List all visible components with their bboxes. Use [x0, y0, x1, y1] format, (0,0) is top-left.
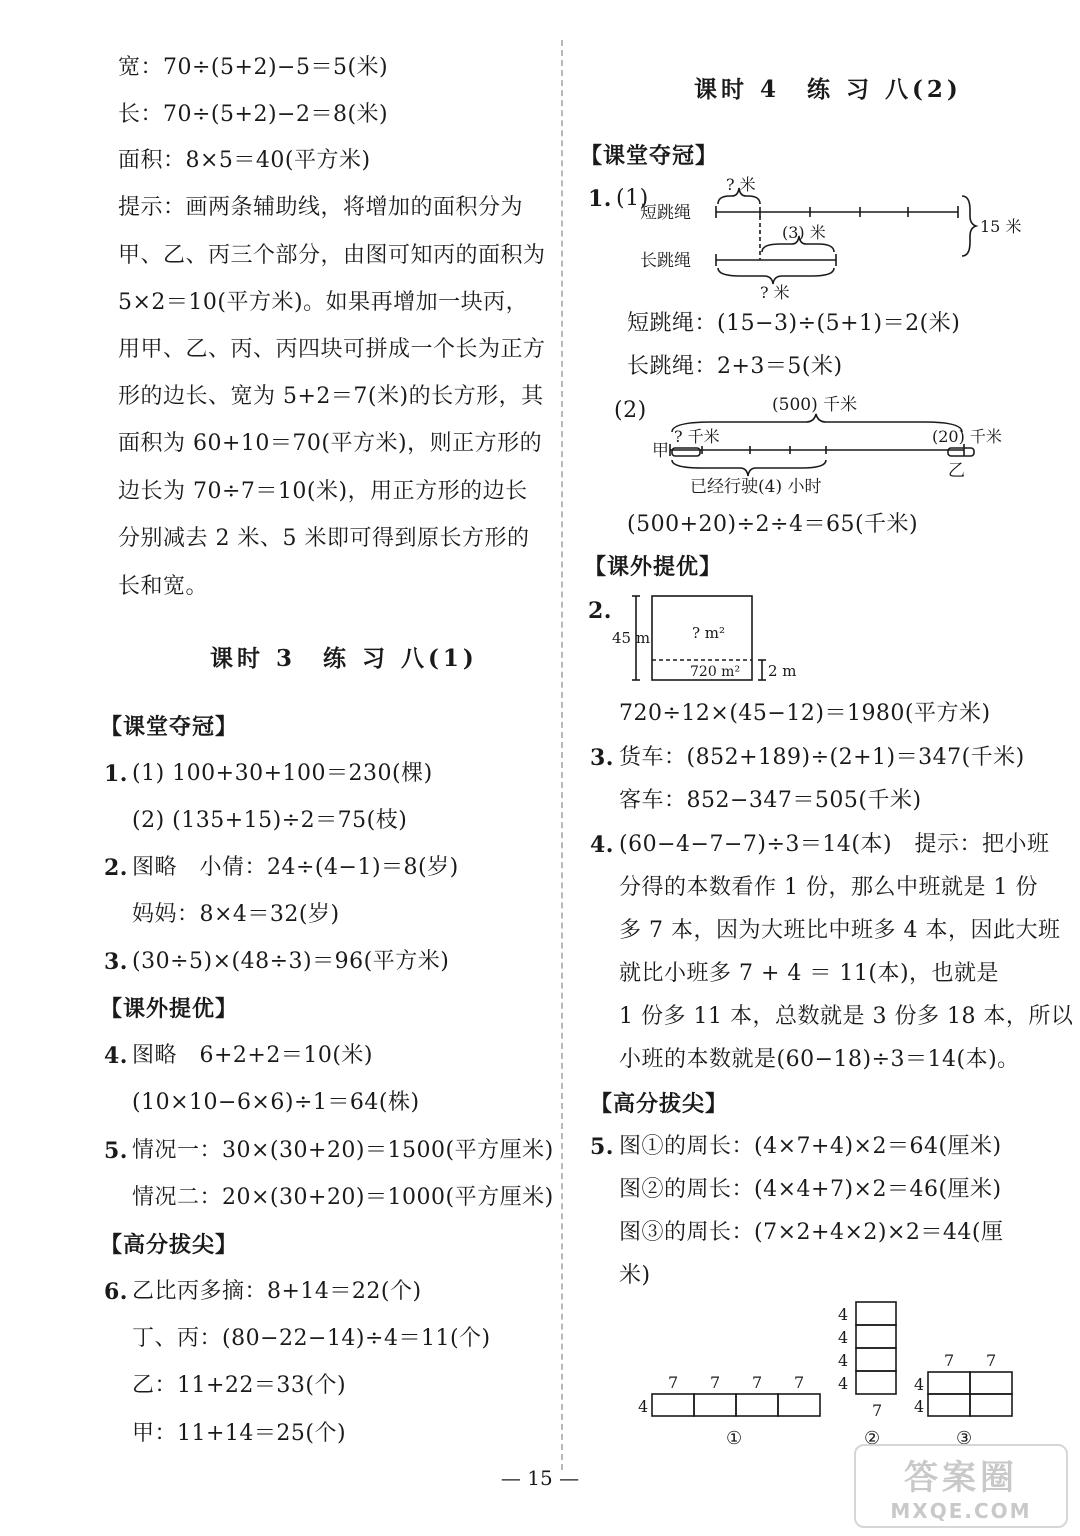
answer-line: (60−4−7−7)÷3＝14(本) 提示：把小班 [619, 832, 1050, 857]
watermark-domain: MXQE.COM [890, 1499, 1032, 1523]
total-label: 15 米 [980, 217, 1022, 236]
fig3-top-label: 7 [944, 1351, 955, 1370]
fig1-top-label: 7 [710, 1373, 721, 1392]
height-label: 45 m [612, 629, 651, 647]
section-heading: 【高分拔尖】 [590, 1091, 729, 1117]
question-number: 3. [104, 949, 128, 975]
answer-line: 720÷12×(45−12)＝1980(平方米) [619, 701, 991, 726]
page-number: — 15 — [500, 1466, 580, 1490]
fig1-top-label: 7 [794, 1373, 805, 1392]
strip-width-label: 2 m [768, 662, 797, 680]
fig1-cell [778, 1394, 820, 1416]
question-number: 1. [104, 761, 128, 787]
known-area-label: 720 m² [690, 664, 741, 680]
answer-line: 图③的周长：(7×2+4×2)×2＝44(厘 [619, 1220, 1004, 1245]
fig1-top-label: 7 [668, 1373, 679, 1392]
fig3-top-label: 7 [986, 1351, 997, 1370]
section-heading: 【课堂夺冠】 [100, 714, 239, 740]
fig2-bottom-label: 7 [872, 1401, 883, 1420]
brace-driven [672, 460, 826, 476]
text-line: 面积为 60+10＝70(平方米)，则正方形的 [118, 431, 543, 456]
text-line: 长：70÷(5+2)−2＝8(米) [118, 102, 389, 127]
area-diagram [612, 592, 812, 688]
fig1-caption: ① [726, 1428, 743, 1449]
answer-line: 乙比丙多摘：8+14＝22(个) [132, 1279, 422, 1304]
answer-line: 情况二：20×(30+20)＝1000(平方厘米) [132, 1185, 554, 1210]
lesson-title: 课时 4 练 习 八(2) [694, 76, 962, 103]
fig1-cell [736, 1394, 778, 1416]
text-line: 边长为 70÷7＝10(米)，用正方形的边长 [118, 479, 528, 504]
question-number: 4. [104, 1043, 128, 1069]
fig3-side-label: 4 [914, 1375, 925, 1394]
answer-line: 图②的周长：(4×4+7)×2＝46(厘米) [619, 1177, 1002, 1202]
section-heading: 【课堂夺冠】 [580, 143, 719, 169]
driven-label: 已经行驶(4) 小时 [690, 477, 822, 497]
unknown-top-label: ? 米 [726, 175, 756, 194]
text-line: 分别减去 2 米、5 米即可得到原长方形的 [118, 526, 530, 551]
answer-line: 甲：11+14＝25(个) [132, 1421, 347, 1446]
fig2-side-label: 4 [838, 1305, 849, 1324]
distance-diagram [652, 392, 1032, 502]
text-line: 形的边长、宽为 5+2＝7(米)的长方形，其 [118, 384, 544, 409]
answer-line: 就比小班多 7 + 4 ＝ 11(本)，也就是 [619, 961, 1000, 986]
answer-line: 客车：852−347＝505(千米) [619, 788, 922, 813]
answer-line: 乙：11+22＝33(个) [132, 1373, 347, 1398]
unknown-bottom-label: ? 米 [760, 283, 790, 302]
fig2-side-label: 4 [838, 1328, 849, 1347]
question-number: 4. [590, 832, 614, 858]
extra-distance-label: (20) 千米 [932, 427, 1002, 446]
fig2-cell [856, 1371, 896, 1394]
answer-line: (1) 100+30+100＝230(棵) [132, 761, 433, 786]
question-number: 5. [104, 1138, 128, 1164]
answer-line: (500+20)÷2÷4＝65(千米) [627, 512, 919, 537]
answer-line: 长跳绳：2+3＝5(米) [627, 354, 843, 379]
text-line: 面积：8×5＝40(平方米) [118, 148, 371, 173]
section-heading: 【课外提优】 [584, 554, 723, 580]
column-divider [561, 40, 563, 1470]
lesson-title: 课时 3 练 习 八(1) [210, 645, 478, 672]
fig3-caption: ③ [956, 1428, 973, 1449]
short-rope-label: 短跳绳 [640, 203, 691, 223]
difference-label: (3) 米 [782, 223, 826, 242]
answer-line: (2) (135+15)÷2＝75(枝) [132, 808, 408, 833]
answer-line: 短跳绳：(15−3)÷(5+1)＝2(米) [627, 311, 961, 336]
text-line: 提示：画两条辅助线，将增加的面积分为 [118, 195, 524, 220]
unknown-area-label: ? m² [692, 624, 726, 642]
fig2-side-label: 4 [838, 1374, 849, 1393]
text-line: 宽：70÷(5+2)−5＝5(米) [118, 55, 389, 80]
fig3-cell [970, 1372, 1012, 1394]
unknown-distance-label: ? 千米 [674, 427, 720, 446]
answer-line: 图略 6+2+2＝10(米) [132, 1043, 374, 1068]
answer-line: 米) [619, 1263, 651, 1288]
answer-line: 1 份多 11 本，总数就是 3 份多 18 本，所以 [619, 1004, 1074, 1029]
end-point-label: 乙 [948, 461, 965, 481]
answer-line: 妈妈：8×4＝32(岁) [132, 902, 340, 927]
perimeter-figures [632, 1298, 1052, 1460]
fig3-cell [970, 1394, 1012, 1416]
text-line: 用甲、乙、丙、丙四块可拼成一个长为正方 [118, 337, 546, 362]
fig2-cell [856, 1325, 896, 1348]
watermark-text: 答案圈 [904, 1458, 1018, 1498]
start-point-label: 甲 [652, 441, 669, 461]
section-heading: 【高分拔尖】 [100, 1232, 239, 1258]
fig1-top-label: 7 [752, 1373, 763, 1392]
answer-line: (10×10−6×6)÷1＝64(株) [132, 1090, 420, 1115]
part-label: (2) [614, 398, 647, 423]
question-number: 2. [104, 855, 128, 881]
answer-line: 情况一：30×(30+20)＝1500(平方厘米) [132, 1138, 554, 1163]
watermark-logo [854, 1444, 1068, 1528]
total-distance-label: (500) 千米 [772, 395, 858, 415]
question-number: 5. [590, 1134, 614, 1160]
fig2-cell [856, 1348, 896, 1371]
fig2-caption: ② [864, 1428, 881, 1449]
answer-line: (30÷5)×(48÷3)＝96(平方米) [132, 949, 450, 974]
part-label: (1) [616, 186, 649, 211]
answer-line: 图①的周长：(4×7+4)×2＝64(厘米) [619, 1134, 1002, 1159]
long-rope-label: 长跳绳 [640, 251, 691, 271]
question-number: 6. [104, 1279, 128, 1305]
question-number: 3. [590, 745, 614, 771]
fig1-cell [694, 1394, 736, 1416]
fig3-cell [928, 1372, 970, 1394]
brace-bottom [718, 268, 834, 284]
fig3-side-label: 4 [914, 1397, 925, 1416]
fig3-cell [928, 1394, 970, 1416]
answer-line: 多 7 本，因为大班比中班多 4 本，因此大班 [619, 918, 1061, 943]
text-line: 甲、乙、丙三个部分，由图可知丙的面积为 [118, 243, 546, 268]
answer-line: 分得的本数看作 1 份，那么中班就是 1 份 [619, 875, 1038, 900]
brace-total [962, 196, 976, 256]
answer-line: 丁、丙：(80−22−14)÷4＝11(个) [132, 1326, 491, 1351]
question-number: 1. [588, 186, 612, 212]
answer-line: 货车：(852+189)÷(2+1)＝347(千米) [619, 745, 1025, 770]
question-number: 2. [588, 598, 612, 624]
fig2-side-label: 4 [838, 1351, 849, 1370]
fig1-cell [652, 1394, 694, 1416]
text-line: 5×2＝10(平方米)。如果再增加一块丙， [118, 290, 529, 315]
text-line: 长和宽。 [118, 574, 209, 599]
fig2-cell [856, 1302, 896, 1325]
fig1-side-label: 4 [638, 1397, 649, 1416]
answer-line: 小班的本数就是(60−18)÷3＝14(本)。 [619, 1047, 1020, 1072]
section-heading: 【课外提优】 [100, 996, 239, 1022]
jump-rope-diagram [640, 175, 1030, 302]
answer-line: 图略 小倩：24÷(4−1)＝8(岁) [132, 855, 459, 880]
